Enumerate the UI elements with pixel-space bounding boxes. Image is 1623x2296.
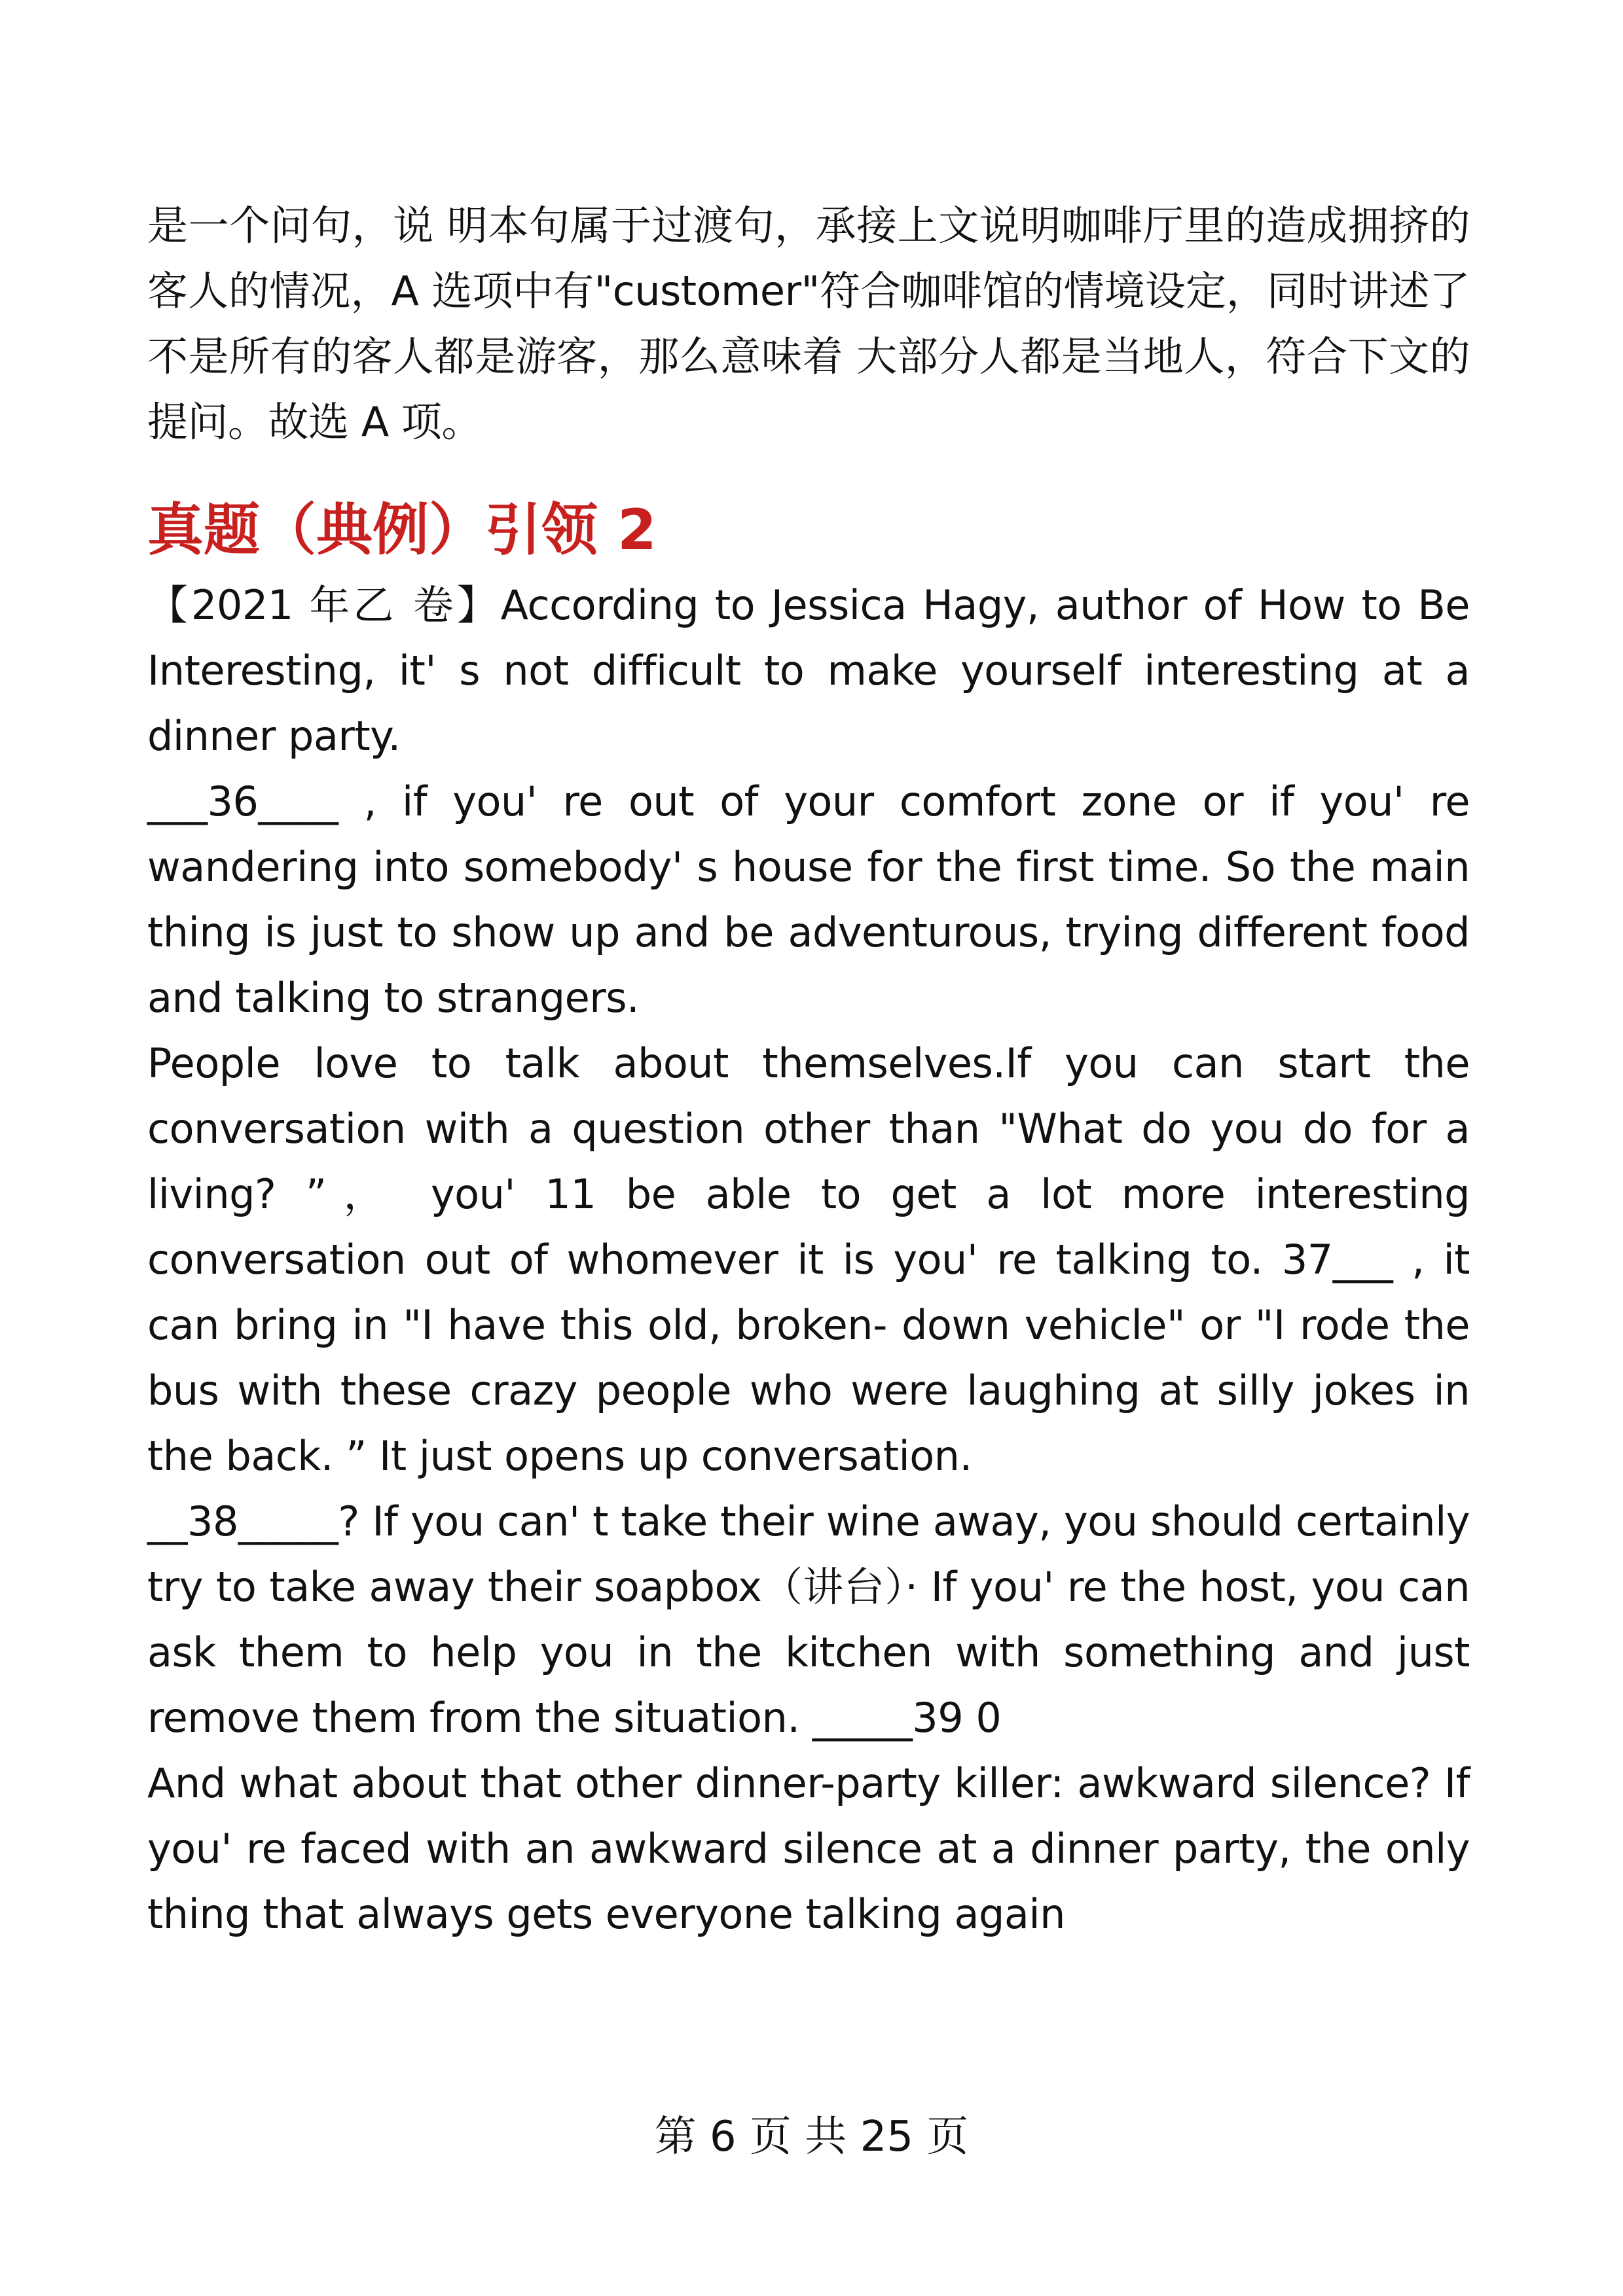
page-number-footer: 第 6 页 共 25 页: [654, 2113, 969, 2161]
passage-paragraph-37: People love to talk about themselves.If you can start the conversation with a question other than "What do you do for a living? ”， you' 11 be able to get a lot more interesting conversation out of whomever it is you' re talking to. 37___ , it can bring in "I have this old, broken- down vehicle" or "I rode the bus with these crazy people who were laughing at silly jokes in the back. ” It just opens up conversation.: [147, 1039, 1470, 1480]
analysis-paragraph: 是一个问句，说 明本句属于过渡句，承接上文说明咖啡厅里的造成拥挤的客人的情况，A 选项中有"customer"符合咖啡馆的情境设定，同时讲述了不是所有的客人都是游客，那么意味着 大部分人都是当地人，符合下文的提问。故选 A 项。: [147, 202, 1470, 446]
page-content: [147, 193, 1470, 1947]
section-heading: 真题（典例）引领 2: [147, 497, 657, 563]
passage-intro: 【2021 年乙 卷】According to Jessica Hagy, author of How to Be Interesting, it' s not difficult to make yourself interesting at a dinner party.: [147, 581, 1470, 760]
passage-paragraph-silence: And what about that other dinner-party killer: awkward silence? If you' re faced with an awkward silence at a dinner party, the only thing that always gets everyone talking again: [147, 1759, 1470, 1938]
passage-paragraph-38-39: __38_____? If you can' t take their wine away, you should certainly try to take away their soapbox（讲台）· If you' re the host, you can ask them to help you in the kitchen with something and just remove them from the situation. _____39 0: [147, 1498, 1470, 1742]
passage-paragraph-36: ___36____ , if you' re out of your comfort zone or if you' re wandering into somebody' s house for the first time. So the main thing is just to show up and be adventurous, trying different food and talking to strangers.: [147, 778, 1470, 1022]
